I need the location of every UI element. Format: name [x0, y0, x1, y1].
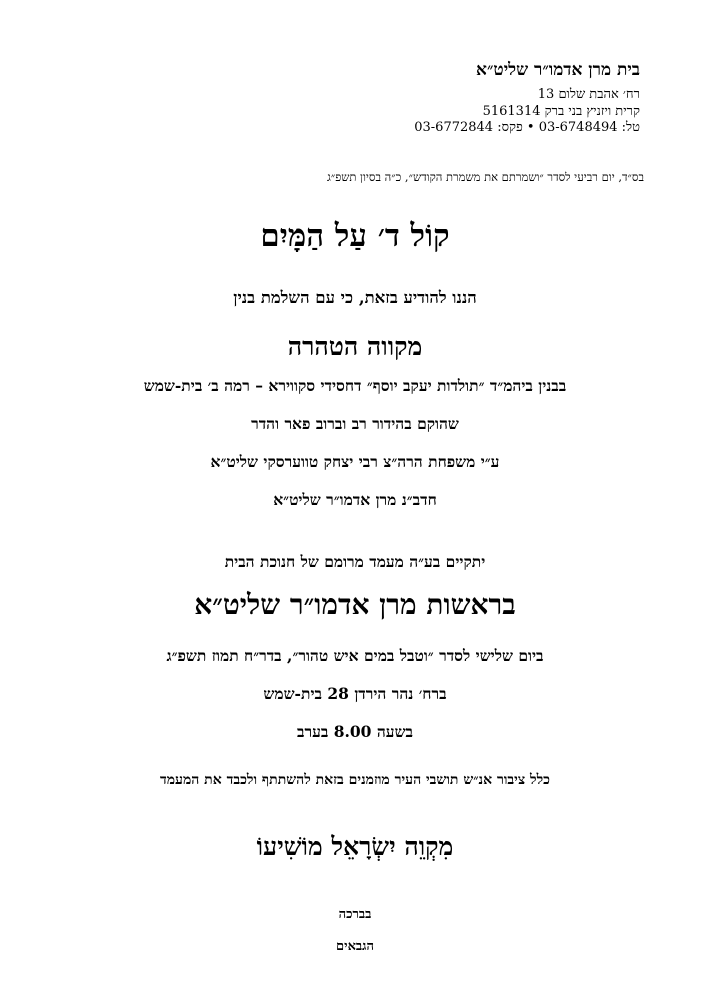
letterhead — [380, 60, 640, 136]
closing: בברכה — [338, 907, 372, 922]
signature: הגבאים — [336, 939, 374, 954]
leader-line: בראשות מרן אדמו״ר שליט״א — [194, 588, 516, 621]
letterhead-street: רח׳ אהבת שלום 13 — [537, 87, 640, 103]
family-line: ע״י משפחת הרה״צ רבי יצחק טווערסקי שליט״א — [210, 452, 500, 471]
built-line: שהוקם בהידור רב וברוב פאר והדר — [251, 414, 459, 433]
dateline: בס״ד, יום רביעי לסדר ״ושמרתם את משמרת הקודש״, כ״ה בסיון תשפ״ג — [327, 170, 644, 184]
announcement: הננו להודיע בזאת, כי עם השלמת בנין — [233, 288, 477, 307]
location-line: בבנין ביהמ״ד ״תולדות יעקב יוסף״ דחסידי סקווירא – רמה ב׳ בית-שמש — [143, 376, 567, 395]
letterhead-phone: טל: 03-6748494 • פקס: 03-6772844 — [414, 119, 640, 135]
invite-line: כלל ציבור אנ״ש תושבי העיר מוזמנים בזאת להשתתף ולכבד את המעמד — [160, 772, 550, 788]
title: קוֹל ד׳ עַל הַמָּיִם — [260, 218, 450, 254]
address-line: ברח׳ נהר הירדן 28 בית-שמש — [263, 684, 447, 703]
letterhead-name: בית מרן אדמו״ר שליט״א — [476, 60, 640, 80]
event-line: יתקיים בע״ה מעמד מרומם של חנוכת הבית — [224, 552, 486, 571]
verse: מִקְוֵה יִשְׂרָאֵל מוֹשִׁיעוֹ — [256, 832, 454, 861]
time-line: בשעה 8.00 בערב — [296, 722, 414, 741]
mikveh-name: מקווה הטהרה — [287, 332, 423, 361]
letterhead-city: קרית ויזניץ בני ברק 5161314 — [482, 103, 640, 119]
chadbn-line: חדב״נ מרן אדמו״ר שליט״א — [273, 490, 437, 509]
date-line: ביום שלישי לסדר ״וטבל במים איש טהור״, בדר״ח תמוז תשפ״ג — [166, 646, 544, 665]
